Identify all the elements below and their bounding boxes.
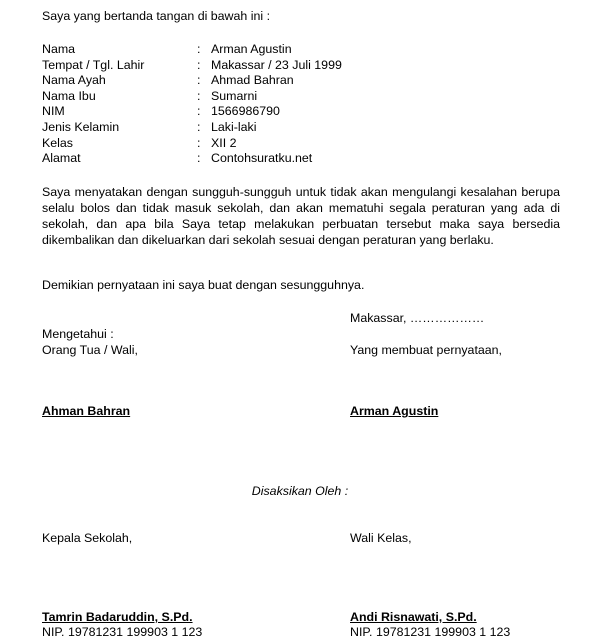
field-colon: : — [197, 135, 201, 150]
field-colon: : — [197, 151, 201, 166]
witness-heading: Disaksikan Oleh : — [251, 484, 349, 498]
teacher-name: Andi Risnawati, S.Pd. — [350, 610, 477, 624]
field-colon: : — [197, 104, 201, 119]
field-colon: : — [197, 73, 201, 88]
field-colon: : — [197, 42, 201, 56]
field-colon: : — [197, 57, 201, 72]
teacher-role: Wali Kelas, — [350, 531, 412, 545]
parent-name: Ahman Bahran — [42, 404, 131, 418]
field-row-class — [42, 136, 342, 152]
principal-nip: NIP. 19781231 199903 1 123 — [42, 625, 203, 639]
field-value: 1566986790 — [211, 104, 280, 119]
field-row-address — [42, 151, 342, 167]
parent-role: Orang Tua / Wali, — [42, 343, 138, 357]
field-label: Nama Ibu — [42, 88, 96, 103]
field-label: Nama — [42, 42, 76, 56]
field-value: Arman Agustin — [211, 42, 292, 56]
field-label: Jenis Kelamin — [42, 119, 120, 134]
field-label: Kelas — [42, 135, 73, 150]
maker-role: Yang membuat pernyataan, — [350, 343, 502, 357]
statement-paragraph: Saya menyatakan dengan sungguh-sungguh untuk tidak akan mengulangi kesalahan berupa selalu bolos dan tidak masuk sekolah, dan akan mematuhi segala peraturan yang ada di sekolah, dan apa bila Saya tetap melakukan perbuatan tersebut maka saya bersedia dikembalikan dan dikeluarkan dari sekolah sesuai dengan peraturan yang berlaku. — [42, 185, 560, 248]
principal-name: Tamrin Badaruddin, S.Pd. — [42, 610, 193, 624]
field-colon: : — [197, 88, 201, 103]
closing-sentence: Demikian pernyataan ini saya buat dengan sesungguhnya. — [42, 278, 365, 292]
field-value: XII 2 — [211, 135, 237, 150]
field-row-birth — [42, 58, 342, 74]
field-row-nama — [42, 42, 342, 58]
identity-fields — [42, 42, 342, 167]
field-row-nim — [42, 104, 342, 120]
field-label: NIM — [42, 104, 65, 119]
field-value: Sumarni — [211, 88, 258, 103]
field-value: Laki-laki — [211, 119, 257, 134]
field-label: Nama Ayah — [42, 73, 106, 88]
field-value: Ahmad Bahran — [211, 73, 294, 88]
field-colon: : — [197, 119, 201, 134]
field-row-mother — [42, 89, 342, 105]
field-row-gender — [42, 120, 342, 136]
field-label: Alamat — [42, 151, 81, 166]
field-value: Makassar / 23 Juli 1999 — [211, 57, 342, 72]
teacher-nip: NIP. 19781231 199903 1 123 — [350, 625, 511, 639]
acknowledge-label: Mengetahui : — [42, 327, 114, 341]
field-row-father — [42, 73, 342, 89]
field-value: Contohsuratku.net — [211, 151, 313, 166]
field-label: Tempat / Tgl. Lahir — [42, 57, 145, 72]
maker-name: Arman Agustin — [350, 404, 439, 418]
principal-role: Kepala Sekolah, — [42, 531, 133, 545]
intro-text: Saya yang bertanda tangan di bawah ini : — [42, 9, 271, 23]
place-date: Makassar, ……………… — [350, 311, 485, 325]
